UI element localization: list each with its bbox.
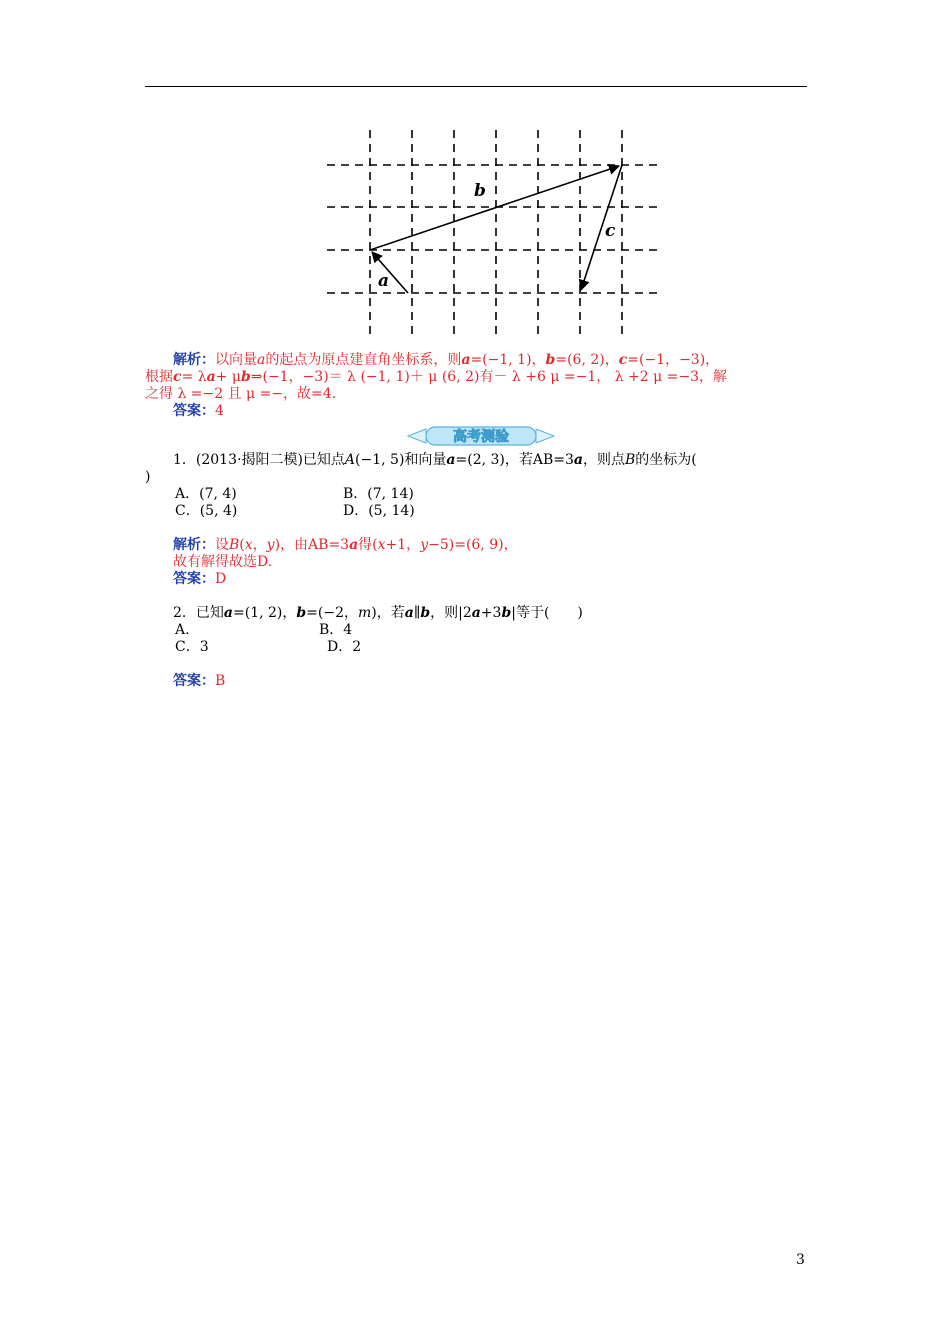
q1-option-b: B．(7, 14) [343, 486, 414, 502]
prev-analysis-line3: 之得 λ =−2 且 μ =−，故=4. [145, 386, 337, 402]
vector-b-arrow [370, 166, 619, 250]
q1-option-a: A．(7, 4) [175, 486, 237, 502]
prev-analysis-line1: 解析：以向量a的起点为原点建直角坐标系，则a=(−1, 1)，b=(6, 2)，c=(−1，−3)， [173, 352, 720, 368]
q1-option-c: C．(5, 4) [175, 503, 238, 519]
label-a: a [378, 271, 390, 291]
prev-answer: 答案：4 [173, 403, 224, 419]
q1-stem-cont: ) [145, 469, 151, 485]
q2-option-b: B．4 [319, 622, 353, 638]
exam-test-banner [406, 424, 556, 448]
q2-answer: 答案：B [173, 673, 226, 689]
q1-option-d: D．(5, 14) [343, 503, 415, 519]
vector-c-arrow [581, 165, 622, 290]
q1-answer: 答案：D [173, 571, 227, 587]
label-c: c [605, 221, 616, 241]
q1-stem: 1．(2013·揭阳二模)已知点A(−1, 5)和向量a=(2, 3)，若AB=3a，则点B的坐标为( [173, 452, 697, 468]
header-rule [145, 86, 807, 87]
banner-label: 高考测验 [453, 429, 509, 445]
label-b: b [474, 181, 486, 201]
q2-stem: 2．已知a=(1, 2)，b=(−2，m)，若a∥b，则|2a+3b|等于( ) [173, 605, 583, 621]
q1-analysis-line1: 解析：设B(x，y)，由AB=3a得(x+1，y−5)=(6, 9)， [173, 537, 518, 553]
q2-option-d: D．2 [327, 639, 362, 655]
q2-option-c: C．3 [175, 639, 209, 655]
vector-grid-figure [322, 126, 666, 341]
prev-analysis-line2: 根据c= λa+ μb⇒(−1，−3)＝ λ (−1, 1)＋ μ (6, 2)有－ λ +6 μ =−1， λ +2 μ =−3，解 [145, 369, 728, 385]
q1-analysis-line2: 故有解得故选D. [173, 554, 273, 570]
page-number: 3 [796, 1252, 805, 1268]
q2-option-a: A. [175, 622, 190, 638]
